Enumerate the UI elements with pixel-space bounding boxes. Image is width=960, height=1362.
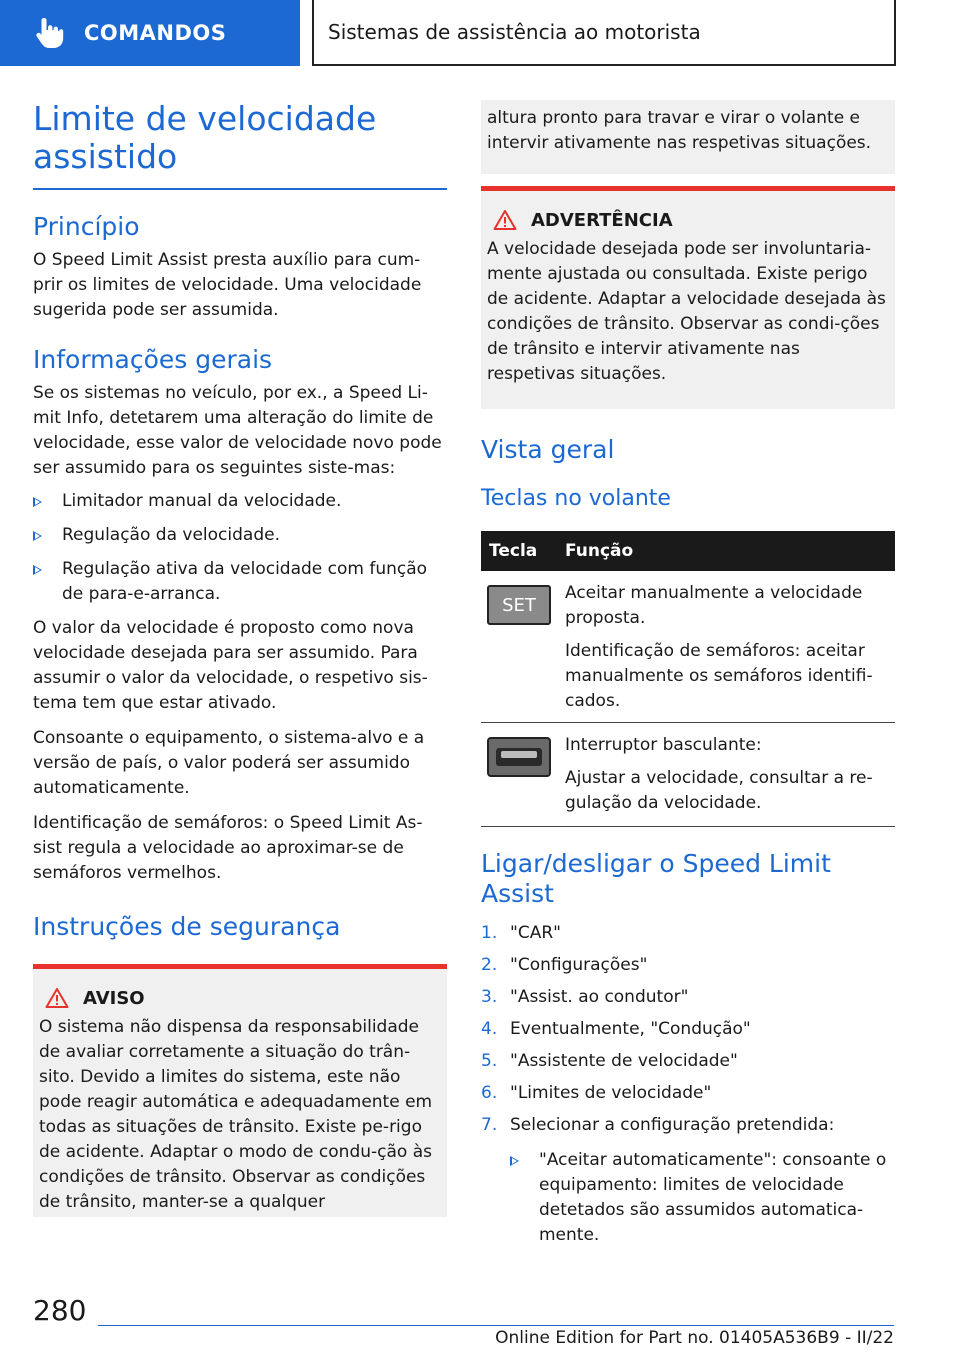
left-column: [33, 92, 447, 1217]
onoff-steps-list: [481, 921, 895, 1248]
edition-note: Online Edition for Part no. 01405A536B9 - II/22: [495, 1328, 894, 1348]
triangle-bullet-icon: [33, 565, 42, 575]
heading-safety: Instruções de segurança: [33, 912, 341, 941]
list-item: 4. Eventualmente, "Condução": [481, 1019, 751, 1039]
row2-function-1: Interruptor basculante:: [565, 735, 762, 755]
info-paragraph-3: Identificação de semáforos: o Speed Limit As-sist regula a velocidade ao aproximar-se de semáforos vermelhos.: [33, 813, 423, 883]
title-divider: [33, 188, 447, 190]
warning-title: AVISO: [39, 987, 441, 1009]
section-label: COMANDOS: [84, 21, 227, 45]
section-tab[interactable]: [0, 0, 300, 66]
triangle-bullet-icon: [510, 1156, 519, 1166]
principio-text: O Speed Limit Assist presta auxílio para cum-prir os limites de velocidade. Uma velocidade sugerida pode ser assumida.: [33, 250, 422, 320]
row1-function-1: Aceitar manualmente a velocidade proposta.: [565, 583, 863, 628]
sub-option-list: [510, 1148, 895, 1248]
right-column: [481, 100, 895, 1257]
heading-info: Informações gerais: [33, 345, 273, 374]
heading-vista-geral: Vista geral: [481, 435, 615, 464]
list-item: 7. Selecionar a configuração pretendida: "Aceitar automaticamente": consoante o equipamento: limites de velocidade detetados são assumidos automatica-mente.: [481, 1113, 895, 1248]
hand-pointer-icon: [28, 11, 72, 55]
heading-principio: Princípio: [33, 212, 140, 241]
table-row: [481, 571, 895, 723]
list-item: Limitador manual da velocidade.: [33, 489, 447, 514]
row1-function-2: Identificação de semáforos: aceitar manualmente os semáforos identifi-cados.: [565, 641, 873, 711]
chapter-header: [312, 0, 896, 66]
steering-wheel-keys-table: [481, 531, 895, 827]
list-item: 5. "Assistente de velocidade": [481, 1051, 738, 1071]
target-systems-list: [33, 489, 447, 607]
list-item: 6. "Limites de velocidade": [481, 1083, 712, 1103]
table-header-row: [481, 531, 895, 571]
list-item: 2. "Configurações": [481, 955, 648, 975]
chapter-title: Sistemas de assistência ao motorista: [328, 20, 701, 44]
row2-function-2: Ajustar a velocidade, consultar a re-gulação da velocidade.: [565, 768, 873, 813]
info-paragraph-1: O valor da velocidade é proposto como nova velocidade desejada para ser assumido. Para assumir o valor da velocidade, o respetivo sis-tema tem que estar ativado.: [33, 618, 428, 713]
warning-continuation-text: altura pronto para travar e virar o volante e intervir ativamente nas respetivas situações.: [487, 108, 872, 153]
set-button-icon: SET: [487, 585, 551, 625]
list-item: Regulação ativa da velocidade com função de para-e-arranca.: [33, 557, 447, 607]
list-item: "Aceitar automaticamente": consoante o equipamento: limites de velocidade detetados são assumidos automatica-mente.: [510, 1148, 895, 1248]
warning-box-advertencia: [481, 186, 895, 409]
table-row: [481, 723, 895, 827]
page-title: Limite de velocidade assistido: [33, 99, 377, 176]
rocker-switch-icon: [487, 737, 551, 777]
col-header-tecla: Tecla: [481, 531, 565, 571]
footer-divider: [98, 1325, 894, 1326]
col-header-funcao: Função: [565, 531, 895, 571]
info-paragraph-2: Consoante o equipamento, o sistema-alvo e a versão de país, o valor poderá ser assumido automaticamente.: [33, 728, 425, 798]
heading-teclas: Teclas no volante: [481, 486, 671, 511]
heading-onoff: Ligar/desligar o Speed Limit Assist: [481, 849, 831, 908]
warning-triangle-icon: [45, 987, 69, 1009]
warning-text: O sistema não dispensa da responsabilidade de avaliar corretamente a situação do trân-sito. Devido a limites do sistema, este não pode reagir automática e adequadamente em todas as situações de trânsito. Existe pe-rigo de acidente. Adaptar o modo de condu-ção às condições de trânsito. Observar as condições de trânsito, manter-se a qualquer: [39, 1017, 433, 1212]
triangle-bullet-icon: [33, 497, 42, 507]
page-number: 280: [33, 1294, 87, 1327]
list-item: Regulação da velocidade.: [33, 523, 447, 548]
list-item: 1. "CAR": [481, 923, 561, 943]
warning-text: A velocidade desejada pode ser involuntaria-mente ajustada ou consultada. Existe perigo de acidente. Adaptar a velocidade desejada às condições de trânsito. Observar as condi-ções de trânsito e intervir ativamente nas respetivas situações.: [487, 239, 886, 384]
info-intro: Se os sistemas no veículo, por ex., a Speed Li-mit Info, detetarem uma alteração do limite de velocidade, esse valor de velocidade novo pode ser assumido para os seguintes siste-mas:: [33, 383, 442, 478]
warning-box-aviso: [33, 964, 447, 1217]
warning-continuation: [481, 100, 895, 174]
list-item: 3. "Assist. ao condutor": [481, 987, 689, 1007]
triangle-bullet-icon: [33, 531, 42, 541]
warning-title: ADVERTÊNCIA: [487, 209, 889, 231]
warning-triangle-icon: [493, 209, 517, 231]
